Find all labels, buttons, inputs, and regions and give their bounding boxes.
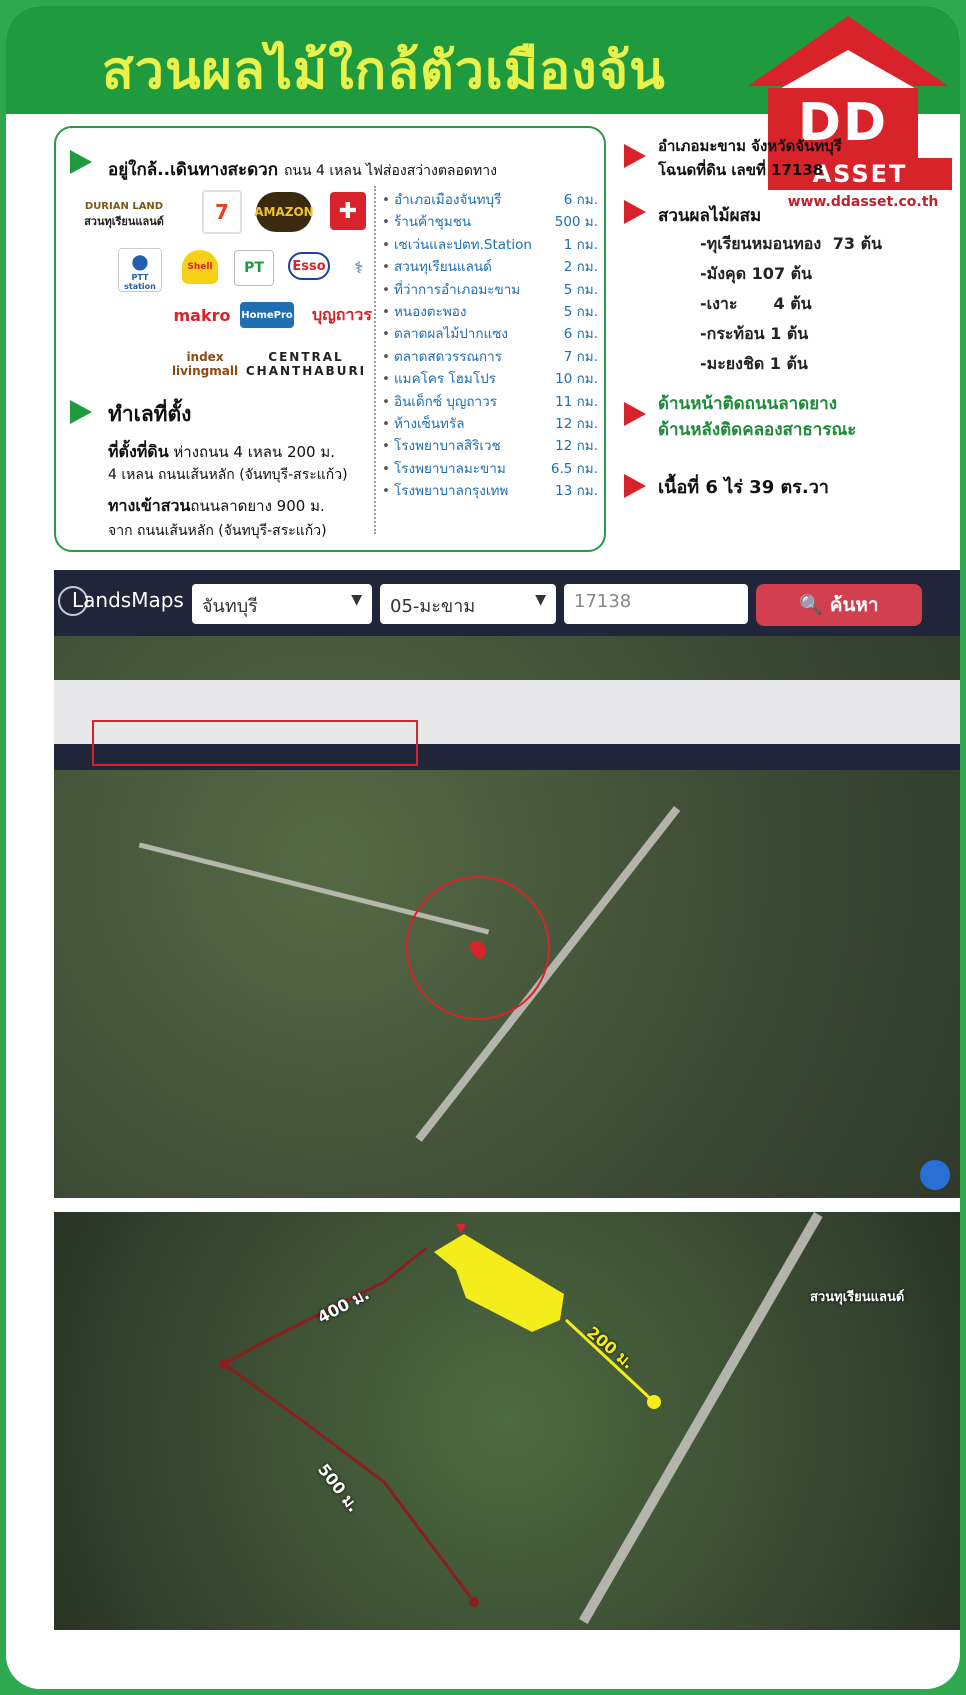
- deed-text: โฉนดที่ดิน เลขที่ 17138: [658, 161, 824, 179]
- makro-logo: makro: [173, 305, 231, 325]
- red-triangle-icon: [624, 144, 646, 168]
- search-icon: 🔍: [799, 594, 824, 616]
- red-triangle-icon: [624, 402, 646, 426]
- route-map[interactable]: [54, 1212, 960, 1630]
- seven-eleven-logo: 7: [202, 190, 242, 234]
- route-overlay: [54, 1212, 960, 1630]
- fruit-title: สวนผลไม้ผสม: [658, 206, 762, 226]
- nearby-title: อยู่ใกล้..เดินทางสะดวก ถนน 4 เหลน ไฟส่องสว่างตลอดทาง: [108, 160, 497, 180]
- logo-asset-text: ASSET: [768, 158, 952, 190]
- chevron-down-icon: ▼: [351, 592, 362, 608]
- list-item: • ตลาดสดวรรณการ 7 กม.: [382, 348, 598, 365]
- landsmaps-name: LandsMaps: [72, 588, 184, 612]
- green-triangle-icon: [70, 400, 92, 424]
- junction-point: [219, 1359, 229, 1369]
- nearby-box: [54, 126, 606, 552]
- location-title: ทำเลที่ตั้ง: [108, 402, 192, 426]
- shell-logo: Shell: [182, 250, 218, 284]
- index-livingmall-logo: index livingmall: [171, 350, 239, 378]
- location-line-2: 4 เหลน ถนนเส้นหลัก (จันทบุรี-สระแก้ว): [108, 467, 348, 483]
- amazon-cafe-logo: AMAZON: [256, 192, 312, 232]
- list-item: • โรงพยาบาลกรุงเทพ 13 กม.: [382, 483, 598, 500]
- list-item: • อำเภอเมืองจันทบุรี 6 กม.: [382, 192, 598, 208]
- fruit-item: -กระท้อน 1 ต้น: [700, 324, 809, 343]
- landsmaps-screenshot: [54, 570, 960, 1198]
- boonthavorn-logo: บุญถาวร: [311, 304, 373, 324]
- list-item: • โรงพยาบาลมะขาม 6.5 กม.: [382, 460, 598, 477]
- list-item: • แมคโคร โฮมโปร 10 กม.: [382, 371, 598, 388]
- location-line-4: จาก ถนนเส้นหลัก (จันทบุรี-สระแก้ว): [108, 523, 327, 539]
- district-text: อำเภอมะขาม จังหวัดจันทบุรี: [658, 137, 842, 155]
- flyer-page: [6, 6, 960, 1689]
- back-canal-text: ด้านหลังติดคลองสาธารณะ: [658, 420, 857, 440]
- bangkok-hospital-logo: ✚: [330, 192, 366, 230]
- distance-label-200: 200 ม.: [583, 1322, 638, 1373]
- location-line-1: ที่ตั้งที่ดิน ห่างถนน 4 เหลน 200 ม.: [108, 442, 335, 461]
- distance-list: [382, 188, 598, 501]
- location-line-3: ทางเข้าสวนถนนลาดยาง 900 ม.: [108, 496, 325, 515]
- red-triangle-icon: [624, 474, 646, 498]
- esso-logo: Esso: [288, 252, 330, 280]
- aerial-map[interactable]: [54, 636, 960, 1198]
- distance-label-500: 500 ม.: [313, 1460, 364, 1516]
- column-divider: [374, 186, 376, 534]
- list-item: • หนองตะพอง 5 กม.: [382, 303, 598, 320]
- hospital-logo: ⚕: [354, 257, 364, 277]
- area-text: เนื้อที่ 6 ไร่ 39 ตร.วา: [658, 477, 829, 498]
- province-select[interactable]: จันทบุรี ▼: [192, 584, 372, 624]
- list-item: • โรงพยาบาลสิริเวช 12 กม.: [382, 438, 598, 455]
- fruit-item: -เงาะ 4 ต้น: [700, 294, 812, 313]
- list-item: • ร้านค้าชุมชน 500 ม.: [382, 214, 598, 231]
- list-item: • สวนทุเรียนแลนด์ 2 กม.: [382, 259, 598, 276]
- list-item: • ห้างเซ็นทรัล 12 กม.: [382, 415, 598, 432]
- highlight-box: [92, 720, 418, 766]
- main-road-point: [647, 1395, 661, 1409]
- compass-icon[interactable]: [920, 1160, 950, 1190]
- parcel-input[interactable]: 17138: [564, 584, 748, 624]
- durian-land-logo: DURIAN LAND สวนทุเรียนแลนด์: [84, 200, 164, 228]
- pt-logo: PT: [234, 250, 274, 286]
- fruit-item: -มังคุด 107 ต้น: [700, 264, 812, 283]
- list-item: • ที่ว่าการอำเภอมะขาม 5 กม.: [382, 281, 598, 298]
- fruit-item: -ทุเรียนหมอนทอง 73 ต้น: [700, 234, 882, 253]
- front-road-text: ด้านหน้าติดถนนลาดยาง: [658, 394, 838, 414]
- red-triangle-icon: [624, 200, 646, 224]
- dd-asset-logo: [748, 16, 960, 216]
- homepro-logo: HomePro: [240, 302, 294, 328]
- search-button[interactable]: 🔍 ค้นหา: [756, 584, 922, 626]
- place-label-durian-land: สวนทุเรียนแลนด์: [810, 1290, 905, 1305]
- chevron-down-icon: ▼: [535, 592, 546, 608]
- logo-url: www.ddasset.co.th: [787, 194, 939, 210]
- distance-label-400: 400 ม.: [314, 1284, 373, 1328]
- logo-roof-inner: [778, 50, 918, 90]
- list-item: • อินเด็กซ์ บุญถาวร 11 กม.: [382, 393, 598, 410]
- list-item: • ตลาดผลไม้ปากแซง 6 กม.: [382, 326, 598, 343]
- logo-dd-text: DD: [768, 88, 918, 158]
- ptt-station-logo: ● PTT station: [118, 248, 162, 292]
- fruit-item: -มะยงชิด 1 ต้น: [700, 354, 808, 373]
- page-title: สวนผลไม้ใกล้ตัวเมืองจัน: [102, 41, 666, 101]
- nearby-subtitle: ถนน 4 เหลน ไฟส่องสว่างตลอดทาง: [283, 163, 497, 179]
- land-plot: [434, 1234, 564, 1332]
- central-chanthaburi-logo: CENTRAL CHANTHABURI: [245, 350, 367, 378]
- list-item: • เซเว่นและปตท.Station 1 กม.: [382, 236, 598, 253]
- landsmaps-toolbar: [54, 570, 960, 636]
- end-point: [469, 1597, 479, 1607]
- district-select[interactable]: 05-มะขาม ▼: [380, 584, 556, 624]
- arrow-down-icon: [456, 1224, 466, 1234]
- green-triangle-icon: [70, 150, 92, 174]
